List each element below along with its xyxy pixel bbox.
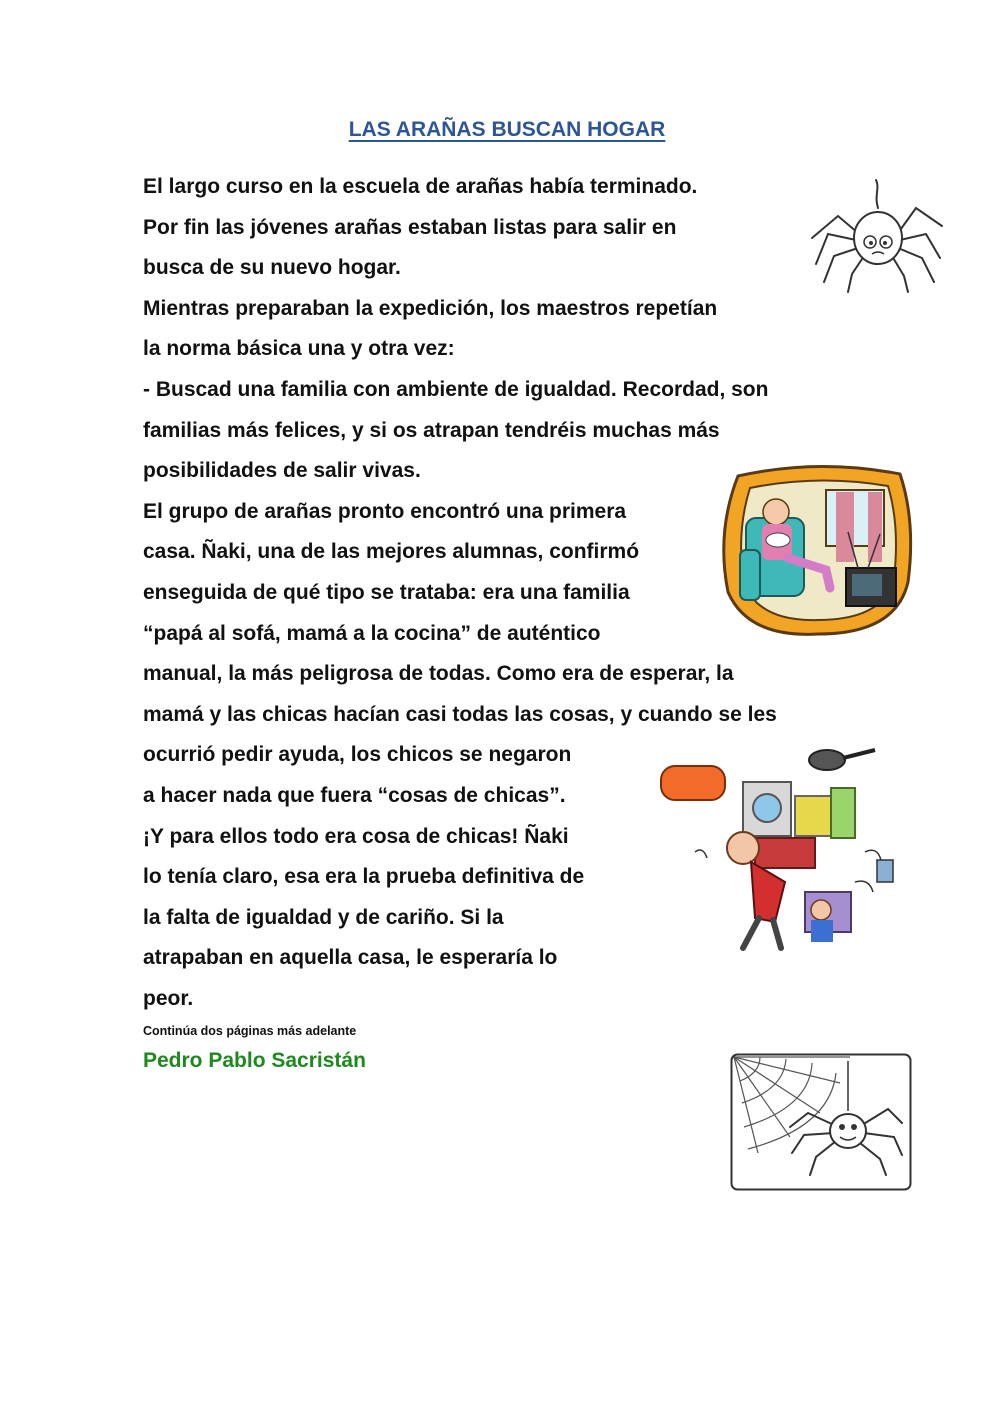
- story-line: Por fin las jóvenes arañas estaban listas para salir en: [143, 215, 677, 239]
- story-line: enseguida de qué tipo se trataba: era una familia: [143, 581, 630, 604]
- story-line: busca de su nuevo hogar.: [143, 256, 401, 280]
- story-line: ocurrió pedir ayuda, los chicos se negaron: [143, 743, 572, 767]
- mother-overloaded-illustration: [655, 742, 915, 952]
- spider-web-illustration: [730, 1053, 912, 1191]
- story-line: familias más felices, y si os atrapan tendréis muchas más: [143, 418, 720, 442]
- story-line: a hacer nada que fuera “cosas de chicas”.: [143, 784, 566, 807]
- story-line: manual, la más peligrosa de todas. Como era de esperar, la: [143, 662, 734, 686]
- story-line: El grupo de arañas pronto encontró una primera: [143, 499, 627, 523]
- story-line: la norma básica una y otra vez:: [143, 337, 455, 361]
- page-title: LAS ARAÑAS BUSCAN HOGAR: [348, 118, 666, 141]
- story-line: ¡Y para ellos todo era cosa de chicas! Ñaki: [143, 824, 569, 848]
- father-on-sofa-illustration: [718, 462, 918, 640]
- story-line: casa. Ñaki, una de las mejores alumnas, confirmó: [143, 540, 640, 564]
- story-line: atrapaban en aquella casa, le esperaría lo: [143, 946, 558, 970]
- story-line: peor.: [143, 987, 194, 1010]
- story-line: “papá al sofá, mamá a la cocina” de auténtico: [143, 621, 601, 645]
- story-line: lo tenía claro, esa era la prueba definitiva de: [143, 865, 585, 889]
- story-line: El largo curso en la escuela de arañas había terminado.: [143, 175, 698, 198]
- story-line: mamá y las chicas hacían casi todas las cosas, y cuando se les: [143, 702, 777, 726]
- story-line: la falta de igualdad y de cariño. Si la: [143, 905, 504, 929]
- story-line: - Buscad una familia con ambiente de igualdad. Recordad, son: [143, 378, 769, 401]
- author-name: Pedro Pablo Sacristán: [143, 1049, 366, 1072]
- continuation-note: Continúa dos páginas más adelante: [143, 1024, 357, 1038]
- story-line: posibilidades de salir vivas.: [143, 459, 421, 483]
- spider-illustration: [808, 178, 948, 296]
- story-line: Mientras preparaban la expedición, los maestros repetían: [143, 296, 718, 320]
